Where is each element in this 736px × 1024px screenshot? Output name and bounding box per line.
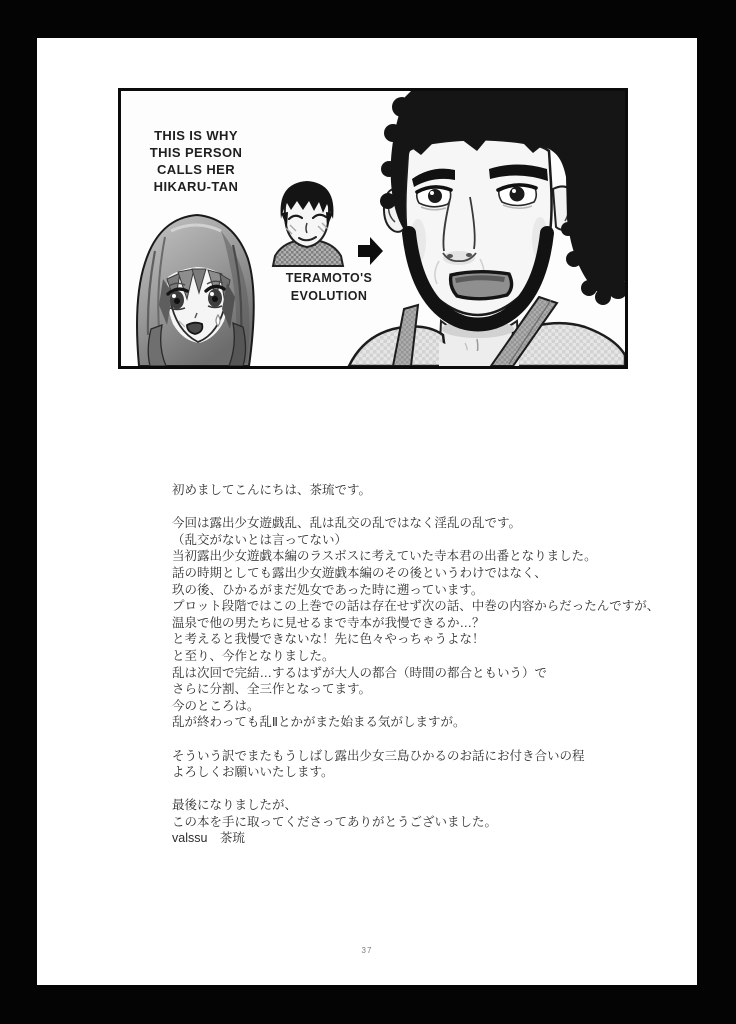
afterword-line: [172, 731, 652, 748]
afterword-line: 初めましてこんにちは、茶琉です。: [172, 483, 372, 497]
hikaru-girl-figure: [137, 215, 254, 366]
afterword-line: 玖の後、ひかるがまだ処女であった時に遡っています。: [172, 582, 484, 597]
afterword-text: [172, 482, 660, 847]
teramoto-before-figure: [273, 181, 343, 266]
panel-caption: [133, 127, 259, 195]
afterword-line: と至り、今作となりました。: [172, 648, 335, 663]
page-number: 37: [361, 946, 373, 955]
afterword-line: 今のところは。: [172, 698, 260, 713]
panel-caption-line: HIKARU-TAN: [153, 179, 239, 194]
afterword-line: そういう訳でまたもうしばし露出少女三島ひかるのお話にお付き合いの程: [172, 748, 585, 763]
teramoto-after-figure: [349, 91, 625, 366]
evolution-label: [267, 269, 391, 305]
comic-panel: [118, 88, 628, 369]
afterword-line: と考えると我慢できないな！先に色々やっちゃうよな！: [172, 632, 485, 647]
afterword-line: （乱交がないとは言ってない）: [172, 532, 348, 547]
afterword-line: 温泉で他の男たちに見せるまで寺本が我慢できるか…？: [172, 615, 485, 630]
afterword-line: [172, 781, 652, 798]
afterword-line: プロット段階ではこの上巻での話は存在せず次の話、中巻の内容からだったんですが、: [172, 599, 660, 614]
panel-caption-line: CALLS HER: [157, 162, 235, 177]
afterword-line: valssu 茶琉: [172, 831, 245, 846]
afterword-line: よろしくお願いいたします。: [172, 765, 334, 780]
afterword-line: 乱は次回で完結…するはずが大人の都合（時間の都合ともいう）で: [172, 665, 548, 680]
afterword-line: 最後になりましたが、: [172, 798, 298, 813]
afterword-line: 話の時期としても露出少女遊戯本編のその後というわけではなく、: [172, 565, 547, 580]
panel-caption-line: THIS PERSON: [149, 145, 243, 160]
panel-caption-line: THIS IS WHY: [154, 128, 238, 143]
manga-page: [37, 38, 697, 985]
evolution-arrow-icon: [358, 237, 383, 265]
afterword-line: [172, 499, 652, 516]
afterword-line: 今回は露出少女遊戯乱、乱は乱交の乱ではなく淫乱の乱です。: [172, 516, 522, 531]
afterword-line: この本を手に取ってくださってありがとうございました。: [172, 814, 498, 829]
afterword-line: 当初露出少女遊戯本編のラスボスに考えていた寺本君の出番となりました。: [172, 549, 597, 564]
afterword-line: さらに分割、全三作となってます。: [172, 682, 372, 697]
evolution-label-line: EVOLUTION: [290, 289, 368, 303]
evolution-label-line: TERAMOTO'S: [285, 271, 373, 285]
afterword-line: 乱が終わっても乱Ⅱとかがまた始まる気がしますが。: [172, 715, 466, 730]
